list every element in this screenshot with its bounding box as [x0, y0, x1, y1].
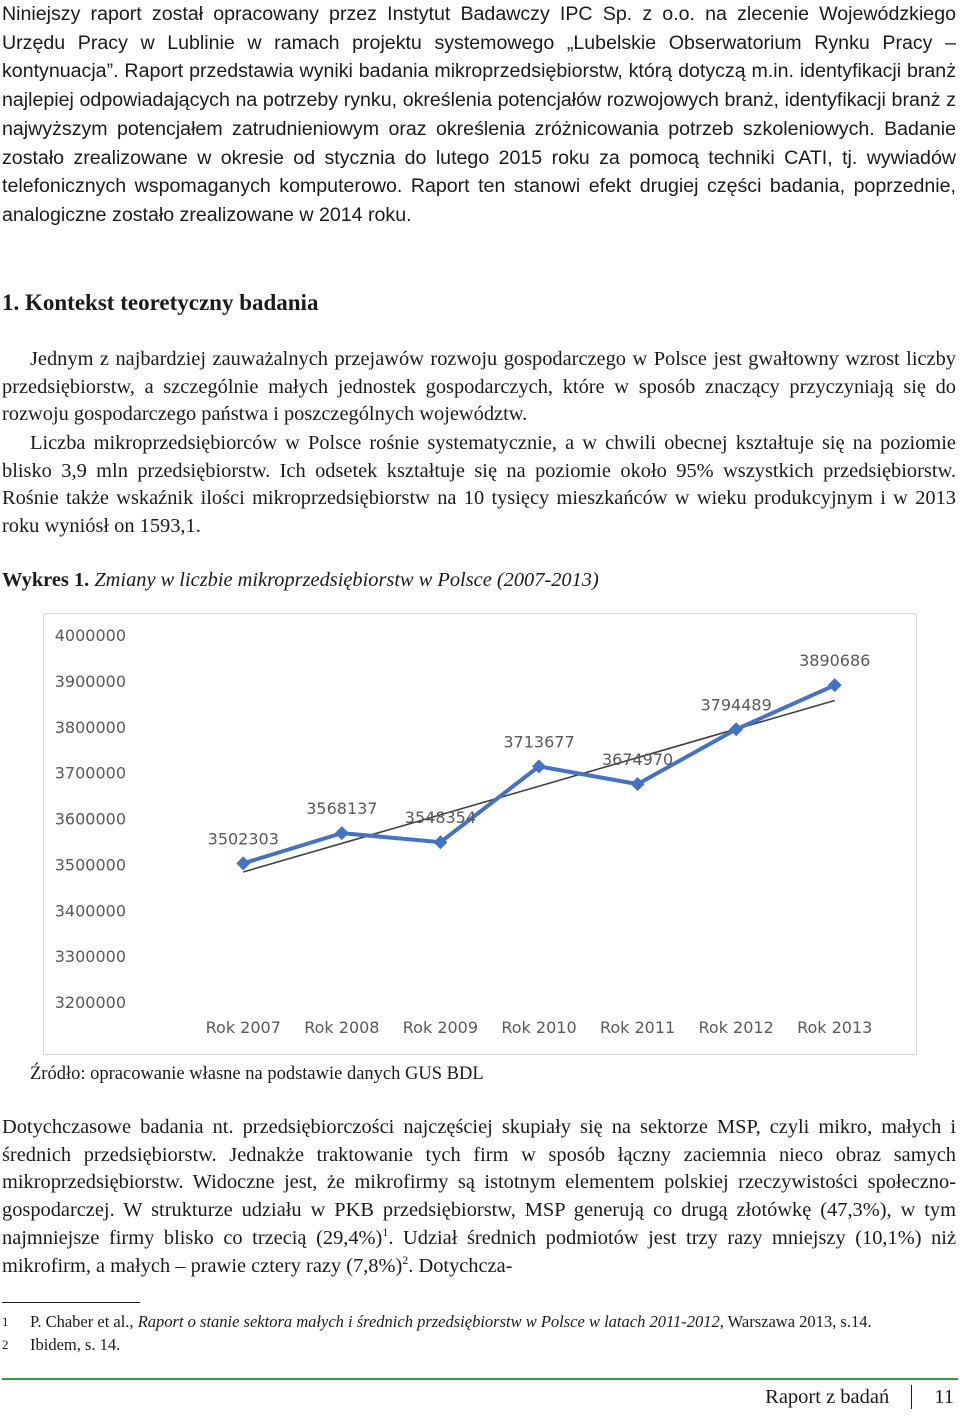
- section-title: 1. Kontekst teoretyczny badania: [2, 290, 319, 315]
- data-label: 3713677: [503, 732, 575, 752]
- paragraph-3-text-end: . Dotychcza-: [408, 1254, 513, 1277]
- data-label: 3674970: [601, 750, 674, 770]
- x-tick-label: Rok 2009: [402, 1018, 479, 1037]
- chart-caption-label: Wykres 1.: [2, 569, 90, 591]
- data-point: [335, 826, 349, 840]
- line-chart: [44, 614, 916, 1054]
- x-tick-label: Rok 2011: [599, 1018, 676, 1037]
- y-tick-label: 3200000: [54, 993, 126, 1012]
- footnote-ref-1[interactable]: 1: [382, 1225, 389, 1240]
- page-number: 11: [934, 1385, 954, 1408]
- footnote-1-title: Raport o stanie sektora małych i średnich przedsiębiorstw w Polsce w latach 2011-2012: [137, 1312, 720, 1331]
- body-paragraph-1: Jednym z najbardziej zauważalnych przejawów rozwoju gospodarczego w Polsce jest gwałtowny wzrost liczby przedsiębiorstw, a szczególnie małych jednostek gospodarczych, które w sposób znaczący przyczyniają się do rozwoju gospodarczego państwa i poszczególnych województw.: [2, 348, 956, 426]
- footnote-2-number: 2: [2, 1337, 9, 1352]
- data-label: 3794489: [700, 695, 772, 715]
- y-tick-label: 3300000: [54, 947, 126, 967]
- data-point: [828, 678, 842, 692]
- footnote-1-number: 1: [2, 1314, 9, 1329]
- x-tick-label: Rok 2010: [501, 1018, 577, 1037]
- y-axis: [55, 626, 126, 1012]
- footnote-ref-2[interactable]: 2: [402, 1252, 409, 1267]
- data-labels: [208, 651, 871, 848]
- data-label: 3548354: [404, 808, 477, 828]
- data-label: 3568137: [306, 799, 378, 819]
- x-tick-label: Rok 2007: [205, 1018, 281, 1037]
- y-tick-label: 3500000: [54, 855, 126, 875]
- footer-divider: [911, 1385, 912, 1409]
- data-label: 3502303: [207, 829, 279, 849]
- data-label: 3890686: [799, 651, 871, 671]
- page-footer: [765, 1385, 954, 1409]
- body-paragraph-2: Liczba mikroprzedsiębiorców w Polsce rośnie systematycznie, a w chwili obecnej kształtuje się na poziomie blisko 3,9 mln przedsiębiorstw. Ich odsetek kształtuje się na poziomie około 95% wszystkich przedsiębiorstw. Rośnie także wskaźnik ilości mikroprzedsiębiorstw na 10 tysięcy mieszkańców w wieku produkcyjnym i w 2013 roku wyniósł on 1593,1.: [2, 432, 956, 538]
- footnote-1: [2, 1311, 872, 1333]
- footnote-1-author: P. Chaber et al.,: [30, 1312, 138, 1331]
- y-tick-label: 3900000: [54, 671, 126, 691]
- footnote-1-rest: , Warszawa 2013, s.14.: [719, 1312, 872, 1331]
- footnote-separator: [2, 1302, 140, 1303]
- y-tick-label: 3800000: [54, 717, 126, 737]
- chart-source: Źródło: opracowanie własne na podstawie danych GUS BDL: [30, 1064, 484, 1084]
- footnote-2: [2, 1334, 120, 1356]
- x-tick-label: Rok 2008: [304, 1018, 380, 1037]
- y-tick-label: 3700000: [54, 763, 126, 783]
- x-tick-label: Rok 2013: [797, 1018, 873, 1037]
- data-point: [236, 856, 250, 870]
- chart-caption-title: Zmiany w liczbie mikroprzedsiębiorstw w Polsce (2007-2013): [94, 569, 599, 591]
- body-paragraph-3: [2, 1114, 956, 1280]
- footer-label: Raport z badań: [765, 1385, 890, 1408]
- paragraph-3-text: Dotychczasowe badania nt. przedsiębiorczości najczęściej skupiały się na sektorze MSP, czyli mikro, małych i średnich przedsiębiorstw. Jednakże traktowanie tych firm w sposób łączny zaciemnia nieco obraz samych mikroprzedsiębiorstw. Widoczne jest, że mikrofirmy są istotnym elementem polskiej rzeczywistości społeczno-gospodarczej. W strukturze udziału w PKB przedsiębiorstw, MSP generują co drugą złotówkę (47,3%), w tym najmniejsze firmy blisko co trzecią (29,4%): [2, 1116, 956, 1249]
- y-tick-label: 3400000: [54, 901, 126, 921]
- paragraph-3-text-mid: . Udział średnich podmiotów jest trzy razy mniejszy (10,1%) niż mikrofirm, a małych – prawie cztery razy (7,8%): [2, 1226, 957, 1277]
- y-tick-label: 4000000: [54, 626, 126, 645]
- intro-paragraph: Niniejszy raport został opracowany przez Instytut Badawczy IPC Sp. z o.o. na zlecenie Wojewódzkiego Urzędu Pracy w Lublinie w ramach projektu systemowego „Lubelskie Obserwatorium Rynku Pracy – kontynuacja”. Raport przedstawia wyniki badania mikroprzedsiębiorstw, którą dotyczą m.in. identyfikacji branż najlepiej odpowiadających na potrzeby rynku, określenia potencjałów rozwojowych branż, identyfikacji branż z najwyższym potencjałem zatrudnieniowym oraz określenia zróżnicowania potrzeb szkoleniowych. Badanie zostało zrealizowane w okresie od stycznia do lutego 2015 roku za pomocą techniki CATI, tj. wywiadów telefonicznych wspomaganych komputerowo. Raport ten stanowi efekt drugiej części badania, poprzednie, analogiczne zostało zrealizowane w 2014 roku.: [2, 3, 956, 226]
- footnote-2-text: Ibidem, s. 14.: [30, 1335, 121, 1354]
- x-axis: [206, 1018, 873, 1037]
- footer-rule: [2, 1378, 958, 1380]
- y-tick-label: 3600000: [54, 809, 126, 829]
- chart-caption: [2, 569, 599, 592]
- x-tick-label: Rok 2012: [698, 1018, 774, 1037]
- chart-frame: [43, 613, 917, 1055]
